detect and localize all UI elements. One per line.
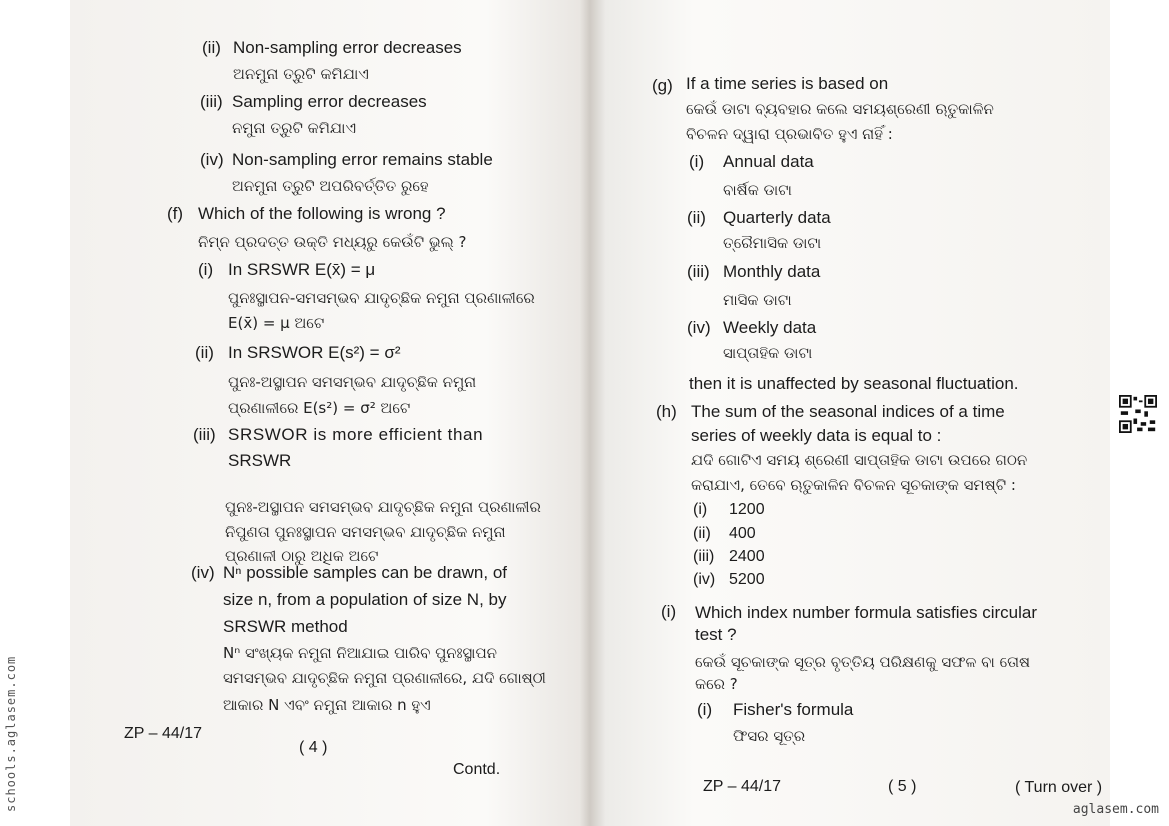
option-label: (i)	[689, 152, 705, 171]
option-text: size n, from a population of size N, by	[223, 590, 507, 609]
odia-text: କେଉଁ ସୂଚକାଙ୍କ ସୂତ୍ର ବୃତ୍ତିୟ ପରିକ୍ଷଣକୁ ସଫଳ ବା ତୋଷ	[695, 653, 1031, 671]
odia-text: ସାପ୍ତାହିକ ଡାଟା	[723, 344, 813, 362]
stem-tail-text: then it is unaffected by seasonal fluctuation.	[689, 374, 1019, 393]
question-text: Which of the following is wrong ?	[198, 204, 446, 223]
odia-text: ପୁନଃସ୍ଥାପନ-ସମସମ୍ଭବ ଯାଦୃଚ୍ଛିକ ନମୁନା ପ୍ରଣାଳୀରେ	[228, 289, 535, 307]
odia-text: ବାର୍ଷିକ ଡାଟା	[723, 181, 792, 199]
odia-text: କରେ ?	[695, 675, 738, 693]
option-text: Sampling error decreases	[232, 92, 427, 111]
question-text: test ?	[695, 625, 737, 644]
option-text: Fisher's formula	[733, 700, 854, 719]
option-value: 5200	[729, 571, 765, 588]
question-label: (i)	[661, 602, 677, 621]
qr-code-icon	[1118, 395, 1158, 433]
option-text: In SRSWOR E(s²) = σ²	[228, 343, 401, 362]
odia-text: କେଉଁ ଡାଟା ବ୍ୟବହାର କଲେ ସମୟଶ୍ରେଣୀ ଋତୁକାଳିନ	[686, 100, 994, 118]
option-label: (ii)	[202, 38, 221, 57]
option-label: (iv)	[191, 563, 215, 582]
option-label: (ii)	[195, 343, 214, 362]
option-value: 400	[729, 525, 756, 542]
option-text: Annual data	[723, 152, 814, 171]
option-label: (iv)	[200, 150, 224, 169]
option-text: Non-sampling error remains stable	[232, 150, 493, 169]
option-label: (iii)	[687, 262, 710, 281]
question-label: (h)	[656, 402, 677, 421]
option-text: In SRSWR E(x̄) = μ	[228, 260, 376, 279]
left-page	[70, 0, 575, 826]
odia-text: ବିଚଳନ ଦ୍ୱାରା ପ୍ରଭାବିତ ହୁଏ ନାହିଁ :	[686, 125, 893, 143]
odia-text: ଆକାର N ଏବଂ ନମୁନା ଆକାର n ହୁଏ	[223, 696, 431, 714]
odia-text: ମାସିକ ଡାଟା	[723, 291, 792, 309]
question-text: The sum of the seasonal indices of a time	[691, 402, 1005, 421]
option-text: Monthly data	[723, 262, 821, 281]
odia-text: ପ୍ରଣାଳୀ ଠାରୁ ଅଧିକ ଅଟେ	[225, 547, 379, 565]
option-label: (iv)	[687, 318, 711, 337]
odia-text: ନମୁନା ତ୍ରୁଟି କମିଯାଏ	[232, 119, 357, 137]
option-text: SRSWOR is more efficient than	[228, 425, 484, 444]
page-number: ( 5 )	[888, 778, 917, 795]
option-text: SRSWR method	[223, 617, 348, 636]
option-label: (ii)	[693, 525, 711, 542]
option-label: (i)	[198, 260, 214, 279]
option-label: (iii)	[200, 92, 223, 111]
page-number: ( 4 )	[299, 739, 328, 756]
odia-text: ଅନମୁନା ତ୍ରୁଟି ଅପରିବର୍ତ୍ତିତ ରୁହେ	[232, 177, 429, 195]
option-label: (iv)	[693, 571, 716, 588]
option-text: Weekly data	[723, 318, 817, 337]
odia-text: କରାଯାଏ, ତେବେ ଋତୁକାଳିନ ବିଚଳନ ସୂଚକାଙ୍କ ସମଷ୍ଟି :	[691, 476, 1016, 494]
question-text: Which index number formula satisfies circular	[695, 603, 1038, 622]
turn-over-note: ( Turn over )	[1015, 779, 1103, 796]
corner-watermark: aglasem.com	[1072, 802, 1159, 817]
odia-text: ପୁନଃ-ଅସ୍ଥାପନ ସମସମ୍ଭବ ଯାଦୃଚ୍ଛିକ ନମୁନା ପ୍ରଣାଳୀର	[225, 498, 541, 516]
option-label: (iii)	[693, 548, 715, 565]
right-page	[585, 0, 1110, 826]
option-value: 1200	[729, 501, 765, 518]
question-text: If a time series is based on	[686, 74, 889, 93]
paper-code: ZP – 44/17	[124, 725, 202, 742]
odia-text: E(x̄) = μ ଅଟେ	[228, 314, 325, 332]
paper-code: ZP – 44/17	[703, 778, 781, 795]
odia-text: ସମସମ୍ଭବ ଯାଦୃଚ୍ଛିକ ନମୁନା ପ୍ରଣାଳୀରେ, ଯଦି ଗୋଷ୍ଠୀ	[223, 669, 546, 687]
question-label: (g)	[652, 76, 673, 95]
odia-text: ଅନମୁନା ତ୍ରୁଟି କମିଯାଏ	[233, 65, 369, 83]
option-label: (ii)	[687, 208, 706, 227]
option-text: Quarterly data	[723, 208, 831, 227]
odia-text: ନିମ୍ନ ପ୍ରଦତ୍ତ ଉକ୍ତି ମଧ୍ୟରୁ କେଉଁଟି ଭୁଲ୍ ?	[198, 233, 467, 251]
side-watermark: schools.aglasem.com	[4, 655, 18, 812]
book-spread	[70, 0, 1110, 826]
odia-text: Nⁿ ସଂଖ୍ୟକ ନମୁନା ନିଆଯାଇ ପାରିବ ପୁନଃସ୍ଥାପନ	[223, 644, 498, 662]
odia-text: ପୁନଃ-ଅସ୍ଥାପନ ସମସମ୍ଭବ ଯାଦୃଚ୍ଛିକ ନମୁନା	[228, 373, 477, 391]
option-value: 2400	[729, 548, 765, 565]
question-text: series of weekly data is equal to :	[691, 426, 942, 445]
odia-text: ନିପୁଣତା ପୁନଃସ୍ଥାପନ ସମସମ୍ଭବ ଯାଦୃଚ୍ଛିକ ନମୁନା	[225, 523, 506, 541]
option-text: Nⁿ possible samples can be drawn, of	[223, 563, 508, 582]
odia-text: ପ୍ରଣାଳୀରେ E(s²) = σ² ଅଟେ	[228, 399, 411, 417]
option-label: (i)	[697, 700, 713, 719]
option-text: Non-sampling error decreases	[233, 38, 462, 57]
option-text: SRSWR	[228, 451, 292, 470]
odia-text: ଫିସର ସୂତ୍ର	[733, 727, 806, 745]
option-label: (iii)	[193, 425, 216, 444]
odia-text: ଯଦି ଗୋଟିଏ ସମୟ ଶ୍ରେଣୀ ସାପ୍ତାହିକ ଡାଟା ଉପରେ ଗଠନ	[691, 451, 1028, 469]
question-label: (f)	[167, 204, 184, 223]
continued-note: Contd.	[453, 761, 501, 778]
option-label: (i)	[693, 501, 708, 518]
odia-text: ତ୍ରୈମାସିକ ଡାଟା	[723, 234, 822, 252]
